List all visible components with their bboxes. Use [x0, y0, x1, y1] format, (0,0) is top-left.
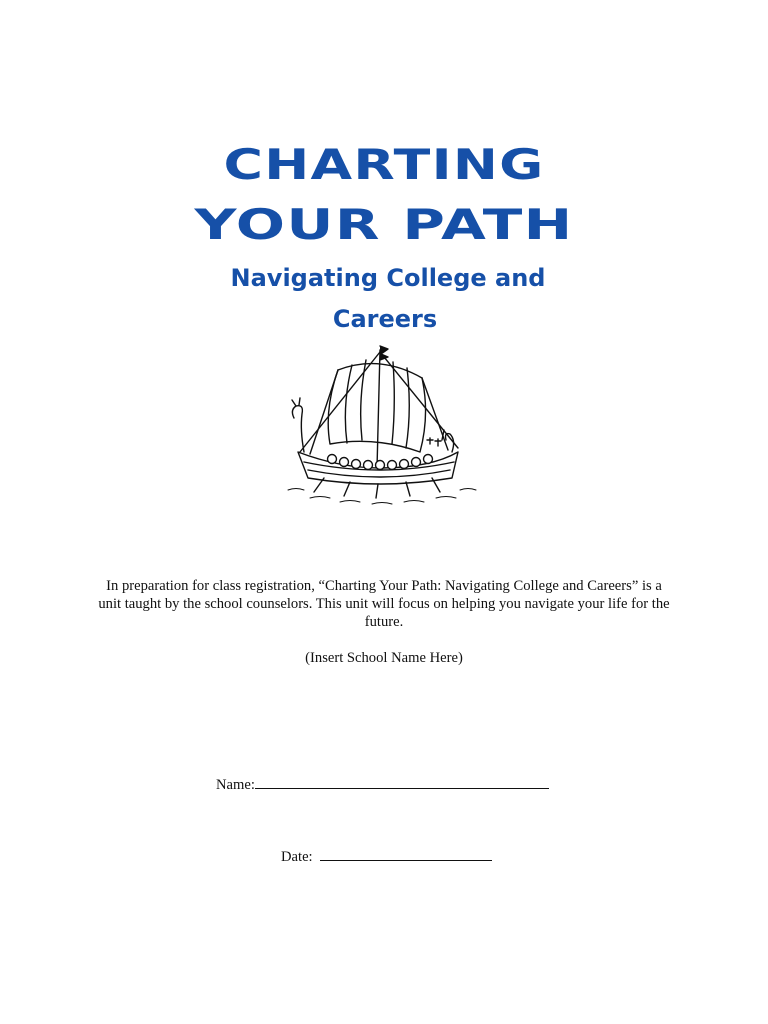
date-label: Date: [281, 849, 317, 865]
school-name-placeholder: (Insert School Name Here) [305, 650, 463, 666]
cover-title-line-1: CHARTING [223, 140, 545, 189]
viking-ship-icon [280, 340, 485, 510]
name-label: Name: [216, 777, 255, 793]
date-field [281, 846, 492, 866]
name-blank-line [255, 774, 549, 789]
name-field [216, 774, 549, 794]
cover-subtitle-line-2: Careers [332, 305, 438, 333]
date-blank-line [320, 846, 492, 861]
intro-paragraph: In preparation for class registration, “Charting Your Path: Navigating College and Careers” is a unit taught by the school counselors. This unit will focus on helping you navigate your life for the future. [98, 578, 670, 630]
cover-title-line-2: YOUR PATH [194, 200, 574, 249]
cover-subtitle-line-1: Navigating College and [230, 264, 546, 292]
